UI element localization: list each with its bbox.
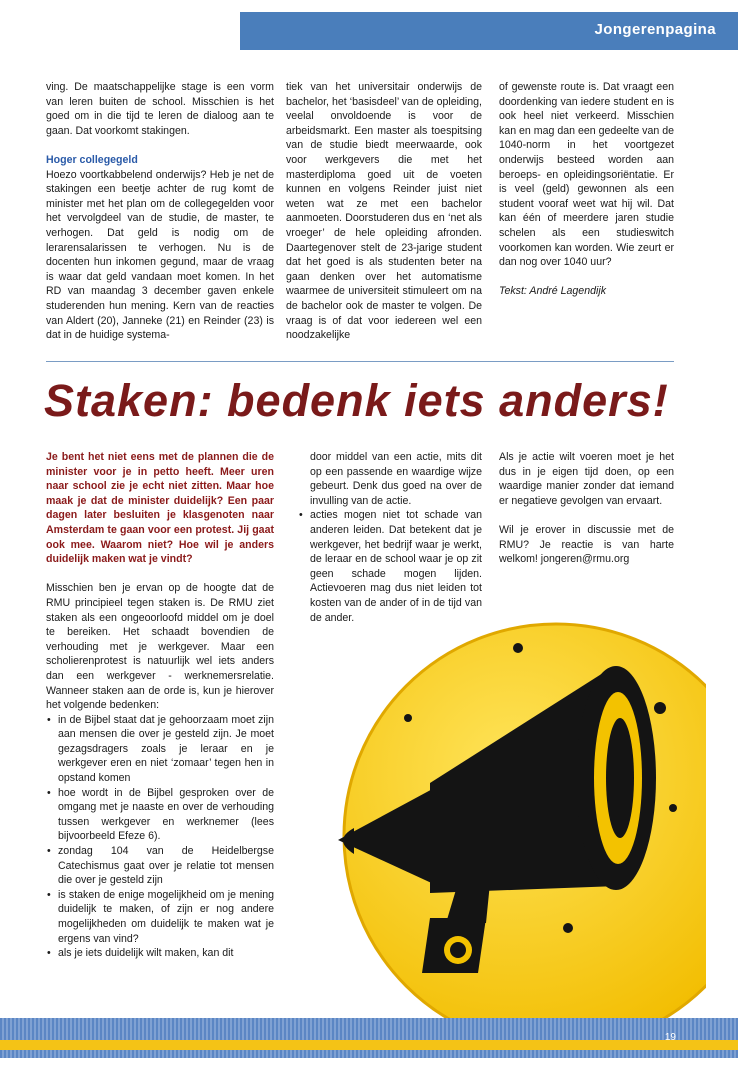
page-number: 19 bbox=[664, 1032, 676, 1043]
top-article-column-3 bbox=[499, 80, 674, 299]
paragraph: tiek van het universitair onderwijs de bachelor, het ‘basisdeel’ van de opleiding, veelal onvoldoende is voor de arbeidsmarkt. Een master als toespitsing van de studie biedt meerwaarde, ook voor werkgevers die met het masterdiploma goed uit de voeten kunnen en volgens Reinder juist niet weten wat ze met een bachelor aanmoeten. Doorstuderen dus en ‘net als vroeger’ de hele opleiding afronden. Daartegenover stelt de 23-jarige student dat het goed is als studenten beter na gaan denken over het automatisme waarmee de universiteit stimuleert om na de bachelor ook de master te volgen. De vraag is of dat voor iedereen wel een noodzakelijke bbox=[286, 81, 482, 342]
footer-stripe bbox=[0, 1018, 738, 1058]
list-item: • als je iets duidelijk wilt maken, kan dit bbox=[46, 946, 274, 961]
main-article-column-3 bbox=[499, 450, 674, 567]
intro-paragraph: Je bent het niet eens met de plannen die de minister voor je in petto heeft. Meer uren naar school zie je echt niet zitten. Maar hoe maak je dat de minister duidelijk? Een paar dagen later besluiten je klasgenoten naar Amsterdam te gaan voor een protest. Jij gaat ook mee. Waarom niet? Hoe wil je anders duidelijk maken wat je vindt? bbox=[46, 451, 274, 566]
paragraph: Hoezo voortkabbelend onderwijs? Heb je net de stakingen een beetje achter de rug komt de minister met het plan om de collegegelden voor het vervolgdeel van de studie, de master, te verhogen. Dat geld is nodig om de lerarensalarissen te verhogen. Nu is de docenten hun inkomen gegund, maar de vraag is waar dat geld vandaan moet komen. In het RD van maandag 3 december gaven enkele studerenden hun mening. Kern van de reacties van Aldert (20), Janneke (21) en Reinder (23) is dat in de huidige systema- bbox=[46, 168, 274, 342]
top-article-column-2 bbox=[286, 80, 482, 343]
paragraph: of gewenste route is. Dat vraagt een doordenking van iedere student en is ook heel niet verkeerd. Misschien kan en mag dan een gedeelte van de 1040-norm in het voortgezet onderwijs besteed worden aan beroeps- en opleidingsoriëntatie. Er is veel (geld) gewonnen als een student vooraf weet wat hij wil. Dat kan één of meerdere jaren studie schelen als een studieswitch voorkomen kan worden. Wie zeurt er dan nog over 1040 uur? bbox=[499, 81, 674, 269]
list-item: • in de Bijbel staat dat je gehoorzaam moet zijn aan mensen die over je gesteld zijn. Je moet gezagsdragers zoals je leraar en je werkgever eren en niet ‘zomaar’ tegen hen in opstand komen bbox=[46, 713, 274, 786]
paragraph: Misschien ben je ervan op de hoogte dat de RMU principieel tegen staken is. De RMU ziet staken als een ongeoorloofd middel om je doel te bereiken. Het schaadt bovendien de verhouding met je werkgever. Maar een scholierenprotest is natuurlijk wel iets anders dan een werkgever - werknemersrelatie. Wanneer staken aan de orde is, kun je hierover het volgende bedenken: bbox=[46, 582, 274, 712]
main-article-column-1 bbox=[46, 450, 274, 961]
list-item: • hoe wordt in de Bijbel gesproken over de omgang met je naaste en over de verhouding tussen werkgever en werknemer (lees bijvoorbeeld Efeze 6). bbox=[46, 786, 274, 844]
paragraph: Als je actie wilt voeren moet je het dus in je eigen tijd doen, op een waardige manier zonder dat iemand er negatieve gevolgen van ervaart. bbox=[499, 451, 674, 507]
paragraph: ving. De maatschappelijke stage is een vorm van leren buiten de school. Misschien is het goed om in die tijd te leren de dialoog aan te gaan. Dat voorkomt stakingen. bbox=[46, 81, 274, 137]
megaphone-illustration bbox=[318, 578, 706, 1018]
section-title: Jongerenpagina bbox=[594, 21, 716, 38]
list-item: • acties mogen niet tot schade van anderen leiden. Dat betekent dat je werkgever, het bedrijf waar je werkt, de leraar en de school waar je op zit geen schade mogen lijden. Actievoeren mag dus niet leiden tot kosten van de ander of in de tijd van de ander. bbox=[298, 508, 482, 625]
footer-yellow-band bbox=[0, 1040, 738, 1050]
section-header-bar bbox=[240, 12, 738, 50]
list-item: • is staken de enige mogelijkheid om je mening duidelijk te maken, of zijn er nog andere mogelijkheden om duidelijk te maken wat je ergens van vind? bbox=[46, 888, 274, 946]
top-article-column-1 bbox=[46, 80, 274, 343]
list-continuation: door middel van een actie, mits dit op een passende en waardige wijze gebeurt. Denk dus goed na over de invulling van de actie. bbox=[310, 451, 482, 507]
author-credit: Tekst: André Lagendijk bbox=[499, 285, 606, 298]
considerations-list bbox=[46, 713, 274, 961]
list-item: • zondag 104 van de Heidelbergse Catechismus gaat over je relatie tot mensen die over je gesteld zijn bbox=[46, 844, 274, 888]
section-divider bbox=[46, 361, 674, 362]
subheading: Hoger collegegeld bbox=[46, 153, 138, 166]
contact-paragraph: Wil je erover in discussie met de RMU? Je reactie is van harte welkom! jongeren@rmu.org bbox=[499, 523, 674, 566]
article-headline: Staken: bedenk iets anders! bbox=[44, 375, 669, 426]
